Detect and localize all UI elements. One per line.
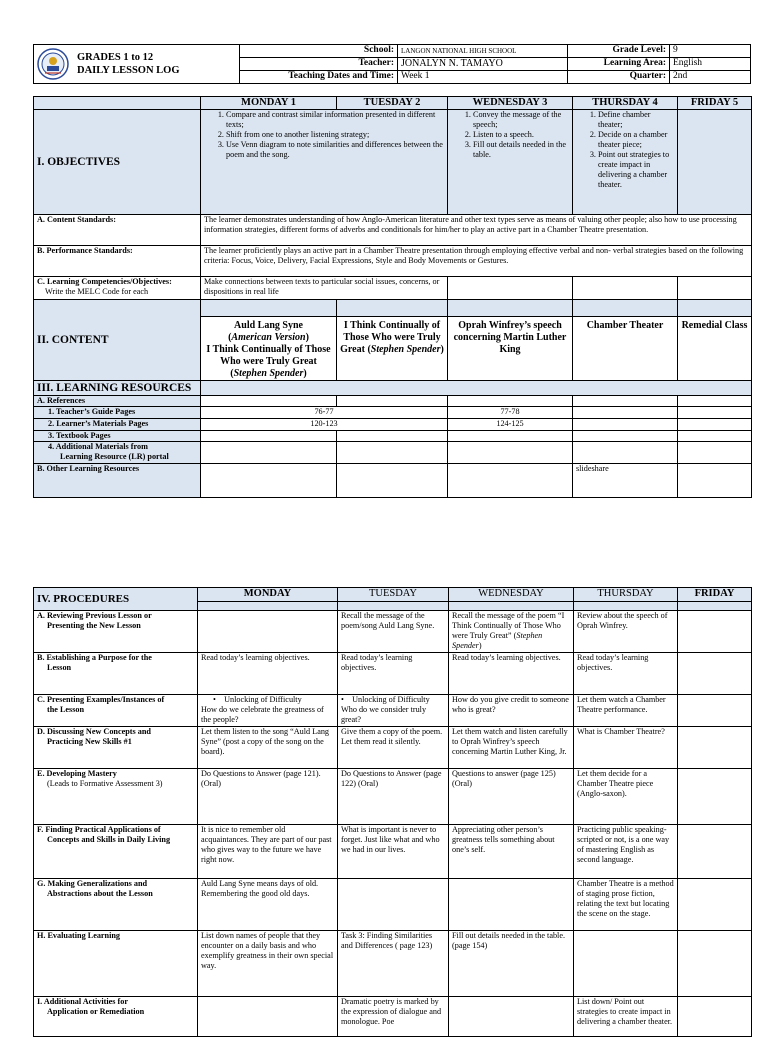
proc-cell: Auld Lang Syne means days of old. Remembering the good old days. [198,879,338,931]
quarter-value: 2nd [670,71,751,84]
objectives-thu [573,110,678,215]
content-blank [573,300,678,317]
table-row [34,769,752,825]
proc-cell: Review about the speech of Oprah Winfrey. [574,611,678,653]
proc-row-label [34,997,198,1037]
proc-cell: Read today’s learning objectives. [449,653,574,695]
tg-mon-tue: 76-77 [201,407,448,419]
day-wednesday: WEDNESDAY 3 [448,97,573,110]
tg-fri [678,407,752,419]
tg-wed: 77-78 [448,407,573,419]
performance-standards-text: The learner proficiently plays an active part in a Chamber Theatre presentation through employing effective verbal and non- verbal strategies based on the following criteria: Focus, Voice, Delivery, Facial Expressions, Style and Body Movements or Gestures. [201,246,752,277]
content-friday: Remedial Class [678,317,752,381]
proc-cell: Questions to answer (page 125) (Oral) [449,769,574,825]
header [33,44,750,84]
lm-mon-tue: 120-123 [201,419,448,431]
other-cell [678,464,752,498]
proc-band [338,602,449,611]
content-blank [448,300,573,317]
ref-cell [201,396,337,407]
deped-seal-icon [37,48,69,80]
proc-label-line1: I. Additional Activities for [37,997,128,1006]
proc-row-label [34,695,198,727]
content-mon-author: Stephen Spender [233,368,304,379]
objective-item: 2. Shift from one to another listening strategy; [226,130,444,140]
proc-cell: Chamber Theatre is a method of staging prose fiction, relating the text but locating the scene on the stage. [574,879,678,931]
other-cell [448,464,573,498]
teacher-label: Teacher: [240,58,398,71]
other-cell [201,464,337,498]
resources-label: III. LEARNING RESOURCES [34,381,201,396]
grade-label: Grade Level: [568,45,670,58]
add-cell [448,442,573,464]
proc-cell [678,769,752,825]
proc-cell [198,611,338,653]
proc-cell [678,611,752,653]
proc-cell: How do you give credit to someone who is great? [449,695,574,727]
competencies-text: Make connections between texts to particular social issues, concerns, or dispositions in real life [201,277,448,300]
proc-row-label [34,769,198,825]
content-blank [201,300,337,317]
add-cell [201,442,337,464]
objectives-label: I. OBJECTIVES [34,110,201,215]
proc-cell: Task 3: Finding Similarities and Differences ( page 123) [338,931,449,997]
proc-cell: Do Questions to Answer (page 121). (Oral) [198,769,338,825]
content-wednesday: Oprah Winfrey’s speech concerning Martin Luther King [448,317,573,381]
table-row [34,727,752,769]
content-blank [337,300,448,317]
other-thu: slideshare [573,464,678,498]
proc-cell [338,879,449,931]
proc-cell: Let them decide for a Chamber Theatre piece (Anglo-saxon). [574,769,678,825]
proc-label-line1: B. Establishing a Purpose for the [37,653,152,662]
area-value: English [670,58,751,71]
grade-value: 9 [670,45,751,58]
lm-wed: 124-125 [448,419,573,431]
content-tue-author: Stephen Spender [370,344,441,355]
proc-cell [678,825,752,879]
proc-label-line2: Concepts and Skills in Daily Living [47,835,171,844]
add-cell [573,442,678,464]
objective-item: 2. Listen to a speech. [473,130,569,140]
proc-row-label [34,611,198,653]
objective-item: 3. Point out strategies to create impact in delivering a chamber theater. [598,150,674,190]
procedures-label: IV. PROCEDURES [34,588,198,611]
objective-item: 1. Define chamber theater; [598,110,674,130]
proc-label-line2: Practicing New Skills #1 [47,737,132,746]
competencies-wed [448,277,573,300]
proc-row-label [34,825,198,879]
content-tue-title: I Think Continually of Those Who were Truly Great [340,320,441,355]
proc-day-friday: FRIDAY [678,588,752,602]
proc-day-thursday: THURSDAY [574,588,678,602]
table-row [34,611,752,653]
proc-label-line1: A. Reviewing Previous Lesson or [37,611,152,620]
proc-cell: Recall the message of the poem “I Think Continually of Those Who were Truly Great” (Stephen Spender) [449,611,574,653]
corner-cell [34,97,201,110]
bullet-text: Unlocking of Difficulty [224,695,302,704]
bullet-line: • Unlocking of Difficulty [341,695,430,704]
table-row [34,997,752,1037]
proc-row-label [34,653,198,695]
quarter-label: Quarter: [568,71,670,84]
proc-band [678,602,752,611]
proc-text: Recall the message of the poem “I Think Continually of Those Who were Truly Great” [452,611,565,640]
header-table [33,44,751,84]
proc-label-line2: Abstractions about the Lesson [47,889,153,898]
procedures-table [33,587,752,1037]
day-monday: MONDAY 1 [201,97,337,110]
proc-cell [678,931,752,997]
proc-text: Who do we consider truly great? [341,705,427,724]
resources-band [201,381,752,396]
proc-band [198,602,338,611]
proc-day-wednesday: WEDNESDAY [449,588,574,602]
bullet-line: • Unlocking of Difficulty [213,695,302,704]
day-friday: FRIDAY 5 [678,97,752,110]
proc-label-line1: H. Evaluating Learning [37,931,121,940]
proc-author: Stephen Spender [452,631,543,650]
proc-cell: Let them listen to the song “Auld Lang Syne” (post a copy of the song on the board). [198,727,338,769]
other-cell [337,464,448,498]
tb-cell [678,431,752,442]
tb-cell [448,431,573,442]
objectives-fri [678,110,752,215]
objective-item: 3. Use Venn diagram to note similarities and differences between the poem and the song. [226,140,444,160]
proc-row-label [34,727,198,769]
proc-cell [449,997,574,1037]
competencies-label-line1: C. Learning Competencies/Objectives: [37,277,172,286]
proc-label-line1: C. Presenting Examples/Instances of [37,695,165,704]
proc-cell [678,653,752,695]
ref-cell [678,396,752,407]
day-thursday: THURSDAY 4 [573,97,678,110]
proc-cell [198,695,338,727]
proc-label-line2: the Lesson [47,705,85,714]
ref-cell [337,396,448,407]
table-row [34,931,752,997]
proc-cell: Dramatic poetry is marked by the expression of dialogue and monologue. Poe [338,997,449,1037]
content-monday: Auld Lang Syne (American Version) I Think Continually of Those Who were Truly Great (Stephen Spender) [201,317,337,381]
tb-cell [201,431,337,442]
content-thursday: Chamber Theater [573,317,678,381]
proc-cell: What is important is never to forget. Just like what and who we had in our lives. [338,825,449,879]
proc-cell: Fill out details needed in the table. (page 154) [449,931,574,997]
ref-cell [448,396,573,407]
proc-band [574,602,678,611]
proc-cell: List down/ Point out strategies to create impact in delivering a chamber theater. [574,997,678,1037]
proc-row-label [34,879,198,931]
content-mon-version: American Version [231,332,306,343]
proc-cell: Read today’s learning objectives. [574,653,678,695]
proc-label-line1: D. Discussing New Concepts and [37,727,151,736]
proc-label-line1: G. Making Generalizations and [37,879,148,888]
proc-cell: Give them a copy of the poem. Let them read it silently. [338,727,449,769]
objective-item: 1. Compare and contrast similar information presented in different texts; [226,110,444,130]
objective-item: 1. Convey the message of the speech; [473,110,569,130]
proc-cell: It is nice to remember old acquaintances. They are part of our past who gives way to the future we have right now. [198,825,338,879]
objective-item: 3. Fill out details needed in the table. [473,140,569,160]
objectives-wed [448,110,573,215]
content-standards-text: The learner demonstrates understanding of how Anglo-American literature and other text types serve as means of valuing other people; also how to use processing information strategies, different forms of adverbs and conditionals for him/her to play an active part in a Chamber Theatre presentation. [201,215,752,246]
tb-label: 3. Textbook Pages [34,431,201,442]
dates-value: Week 1 [398,71,568,84]
proc-cell: Read today’s learning objectives. [338,653,449,695]
school-label: School: [240,45,398,58]
table-row [34,879,752,931]
content-mon-title2: I Think Continually of Those Who were Truly Great [206,344,331,367]
proc-cell [678,727,752,769]
proc-cell [678,997,752,1037]
bullet-text: Unlocking of Difficulty [352,695,430,704]
content-tuesday: I Think Continually of Those Who were Truly Great (Stephen Spender) [337,317,448,381]
proc-label-line1: E. Developing Mastery [37,769,117,778]
competencies-label-line2: Write the MELC Code for each [45,287,149,296]
proc-cell [449,879,574,931]
content-mon-title: Auld Lang Syne [234,320,303,331]
proc-row-label [34,931,198,997]
content-standards-label: A. Content Standards: [34,215,201,246]
header-title-cell [34,45,240,84]
proc-cell [678,879,752,931]
competencies-fri [678,277,752,300]
proc-cell: What is Chamber Theatre? [574,727,678,769]
proc-band [449,602,574,611]
day-tuesday: TUESDAY 2 [337,97,448,110]
proc-day-tuesday: TUESDAY [338,588,449,602]
dates-label: Teaching Dates and Time: [240,71,398,84]
proc-cell: Let them watch and listen carefully to Oprah Winfrey’s speech concerning Martin Luther King, Jr. [449,727,574,769]
proc-cell [198,997,338,1037]
lm-fri [678,419,752,431]
references-label: A. References [34,396,201,407]
proc-cell: Do Questions to Answer (page 122) (Oral) [338,769,449,825]
proc-label-line2: Application or Remediation [47,1007,145,1016]
proc-cell: Read today’s learning objectives. [198,653,338,695]
proc-text: How do we celebrate the greatness of the people? [201,705,324,724]
proc-cell [574,931,678,997]
header-title-line1: GRADES 1 to 12 [77,52,154,63]
tg-thu [573,407,678,419]
competencies-thu [573,277,678,300]
proc-day-monday: MONDAY [198,588,338,602]
ref-cell [573,396,678,407]
content-label: II. CONTENT [34,300,201,381]
add-cell [678,442,752,464]
proc-cell: Appreciating other person’s greatness tells something about one’s self. [449,825,574,879]
proc-label-line2: Lesson [47,663,72,672]
tb-cell [573,431,678,442]
tb-cell [337,431,448,442]
additional-line1: 4. Additional Materials from [48,442,148,451]
additional-materials-label [34,442,201,464]
table-row [34,653,752,695]
proc-label-line2: (Leads to Formative Assessment 3) [47,779,163,788]
performance-standards-label: B. Performance Standards: [34,246,201,277]
lm-thu [573,419,678,431]
proc-label-line1: F. Finding Practical Applications of [37,825,161,834]
table-row [34,695,752,727]
table-row [34,825,752,879]
proc-cell: List down names of people that they encounter on a daily basis and who exemplify greatness in their own special way. [198,931,338,997]
lesson-table-top [33,96,752,498]
proc-cell: Practicing public speaking- scripted or not, is a one way of mastering English as second language. [574,825,678,879]
objective-item: 2. Decide on a chamber theater piece; [598,130,674,150]
other-resources-label: B. Other Learning Resources [34,464,201,498]
proc-cell [338,695,449,727]
objectives-mon-tue [201,110,448,215]
proc-cell: Recall the message of the poem/song Auld Lang Syne. [338,611,449,653]
proc-cell: Let them watch a Chamber Theatre performance. [574,695,678,727]
tg-label: 1. Teacher’s Guide Pages [34,407,201,419]
add-cell [337,442,448,464]
competencies-label [34,277,201,300]
area-label: Learning Area: [568,58,670,71]
school-value: LANGON NATIONAL HIGH SCHOOL [398,45,568,58]
teacher-value: JONALYN N. TAMAYO [398,58,568,71]
additional-line2: Learning Resource (LR) portal [60,452,169,461]
proc-label-line2: Presenting the New Lesson [47,621,141,630]
proc-cell [678,695,752,727]
content-blank [678,300,752,317]
lm-label: 2. Learner’s Materials Pages [34,419,201,431]
header-title-line2: DAILY LESSON LOG [77,65,180,76]
